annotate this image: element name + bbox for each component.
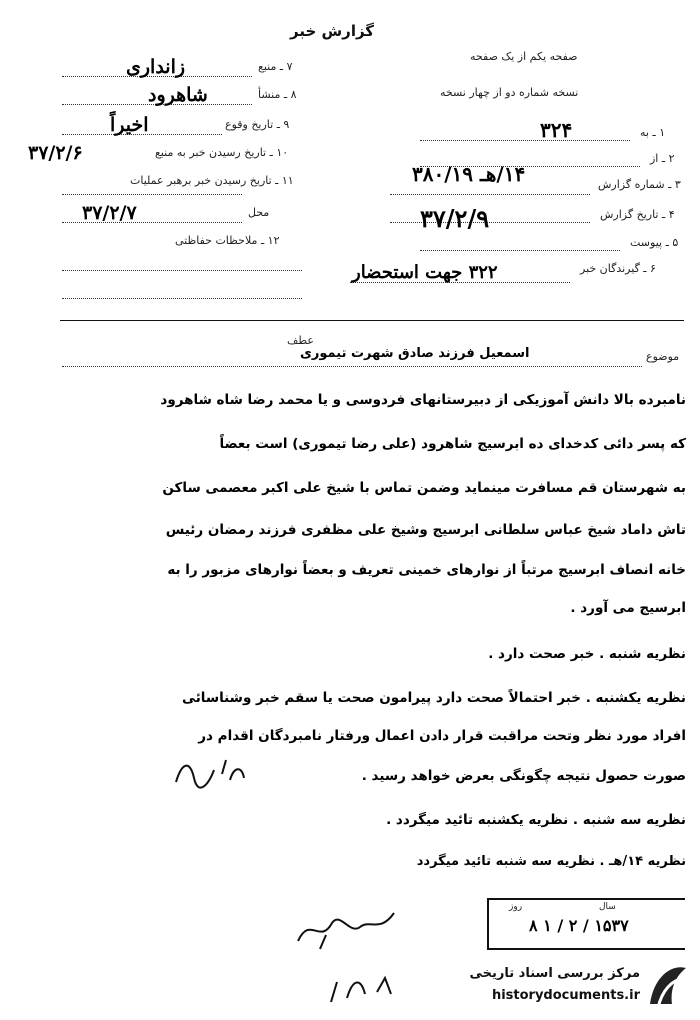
stamp-label-sal: سال <box>599 902 616 912</box>
ops-receipt-date-label: ۱۱ ـ تاریخ رسیدن خبر برهبر عملیات <box>130 174 294 187</box>
source-receipt-date-value: ۳۷/۲/۶ <box>28 142 83 164</box>
signature <box>290 905 400 955</box>
opinion-line: نظریه یکشنبه . خبر احتمالاً صحت دارد پیرامون صحت یا سقم خبر وشناسائی <box>182 690 686 706</box>
body-line: ابرسیج می آورد . <box>570 600 686 616</box>
body-line: که پسر دائی کدخدای ده ابرسیج شاهرود (علی رضا تیموری) است بعضاً <box>219 436 686 452</box>
attachment-line <box>420 250 620 251</box>
archive-watermark <box>436 956 700 1020</box>
body-line: به شهرستان قم مسافرت مینماید وضمن تماس با شیخ علی اکبر معصمی ساکن <box>162 480 686 496</box>
field-from-label: ۲ ـ از <box>650 152 675 165</box>
body-line: خانه انصاف ابرسیج مرتباً از نوارهای خمینی تعریف و بعضاً نوارهای مزبور را به <box>167 562 686 578</box>
attachment-label: ۵ ـ پیوست <box>630 236 679 249</box>
header-separator <box>60 320 684 321</box>
opinion-line: نظریه سه شنبه . نظریه یکشنبه تائید میگردد . <box>386 812 686 828</box>
body-line: تاش داماد شیخ عباس سلطانی ابرسیج وشیخ علی مظفری فرزند رمضان رئیس <box>165 522 686 538</box>
recipients-value: ۳۲۲ جهت استحضار <box>352 262 498 283</box>
opinion-line: نظریه شنبه . خبر صحت دارد . <box>488 646 686 662</box>
reference-label: عطف <box>287 334 314 347</box>
report-date-value: ۳۷/۲/۹ <box>420 204 490 233</box>
source-receipt-date-label: ۱۰ ـ تاریخ رسیدن خبر به منبع <box>155 146 289 159</box>
subject-value: اسمعیل فرزند صادق شهرت تیموری <box>300 346 530 361</box>
source-value: زانداری <box>126 56 186 78</box>
opinion-line: افراد مورد نظر وتحت مراقبت قرار دادن اعمال ورفتار نامبردگان اقدام در <box>198 728 686 744</box>
body-line: نامبرده بالا دانش آموزیکی از دبیرستانهای فردوسی و یا محمد رضا شاه شاهرود <box>160 392 686 408</box>
source-label: ۷ ـ منبع <box>258 60 293 73</box>
field-to-line <box>420 140 630 141</box>
security-notes-line-1 <box>62 270 302 271</box>
place-label: محل <box>248 206 270 219</box>
opinion-line: نظریه ۱۴/هـ . نظریه سه شنبه تائید میگردد <box>416 854 686 869</box>
handwritten-initial <box>170 752 250 792</box>
recipients-label: ۶ ـ گیرندگان خبر <box>580 262 656 275</box>
document-title: گزارش خبر <box>290 22 375 40</box>
registration-stamp <box>487 898 685 950</box>
ops-receipt-date-line <box>62 194 242 195</box>
subject-line <box>62 366 642 367</box>
field-to-value: ۳۲۴ <box>540 118 573 142</box>
signature-date <box>325 968 405 1008</box>
report-date-label: ۴ ـ تاریخ گزارش <box>600 208 675 221</box>
report-number-line <box>390 194 590 195</box>
copy-number-line: نسخه شماره دو از چهار نسخه <box>440 86 579 99</box>
subject-label: موضوع <box>646 350 680 363</box>
security-notes-label: ۱۲ ـ ملاحظات حفاظتی <box>175 234 280 247</box>
archive-logo-icon <box>646 960 690 1012</box>
report-number-value: ۱۴/هـ ۳۸۰/۱۹ <box>412 162 526 186</box>
watermark-url: historydocuments.ir <box>491 988 640 1003</box>
field-to-label: ۱ ـ به <box>640 126 666 139</box>
stamp-number: ۱۵۳۷ / ۲ / ۱ ۸ <box>529 916 629 935</box>
origin-value: شاهرود <box>148 84 208 106</box>
opinion-line: صورت حصول نتیجه چگونگی بعرض خواهد رسید . <box>361 768 686 784</box>
watermark-title: مرکز بررسی اسناد تاریخی <box>469 966 640 981</box>
page-number-line: صفحه یکم از یک صفحه <box>470 50 578 63</box>
origin-label: ۸ ـ منشأ <box>258 88 297 101</box>
place-value: ۳۷/۲/۷ <box>82 202 137 224</box>
security-notes-line-2 <box>62 298 302 299</box>
report-number-label: ۳ ـ شماره گزارش <box>598 178 681 191</box>
occurrence-date-label: ۹ ـ تاریخ وقوع <box>225 118 290 131</box>
occurrence-date-value: اخیراً <box>110 114 149 136</box>
stamp-label-ruz: روز <box>509 902 523 912</box>
